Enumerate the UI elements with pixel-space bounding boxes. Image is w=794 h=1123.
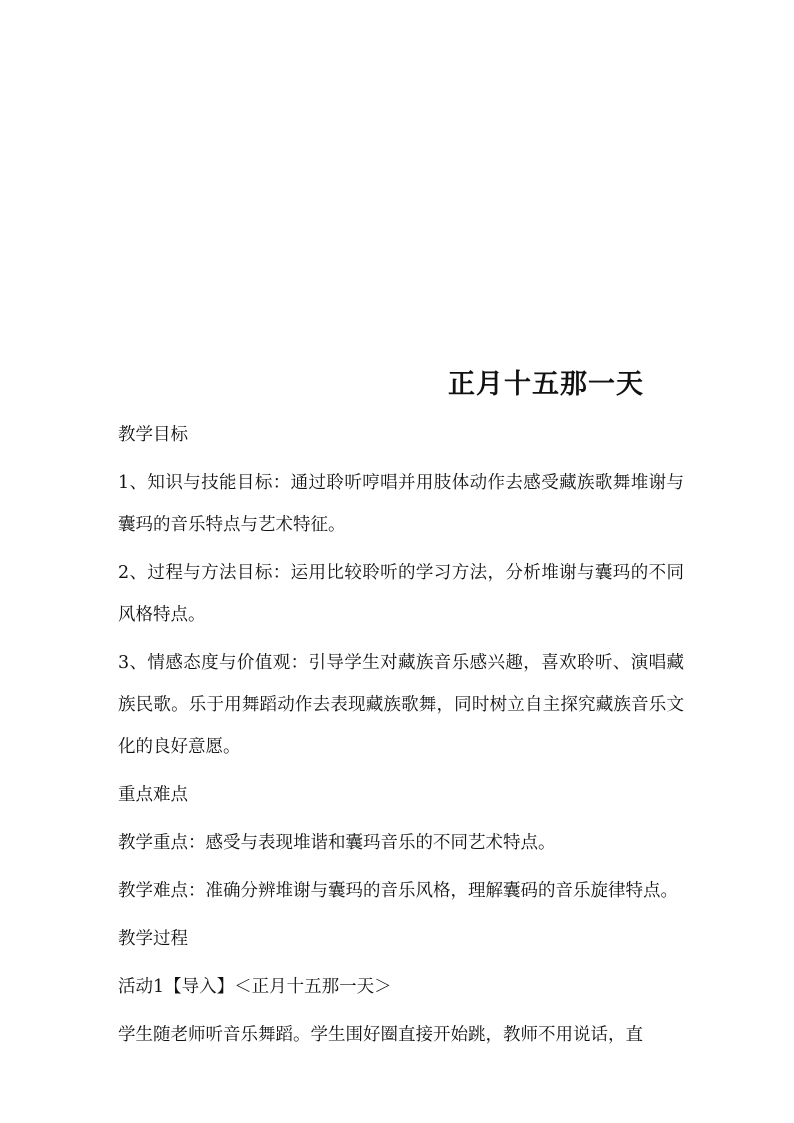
paragraph-activity-1-title: 活动1【导入】＜正月十五那一天＞	[118, 977, 392, 997]
document-body	[118, 414, 684, 1062]
section-heading-teaching-goals: 教学目标	[118, 425, 188, 445]
paragraph-goal-1: 1、知识与技能目标：通过聆听哼唱并用肢体动作去感受藏族歌舞堆谢与囊玛的音乐特点与艺术特征。	[118, 473, 684, 535]
paragraph-goal-2: 2、过程与方法目标：运用比较聆听的学习方法，分析堆谢与囊玛的不同风格特点。	[118, 563, 684, 625]
section-heading-teaching-process: 教学过程	[118, 929, 188, 949]
paragraph-goal-3: 3、情感态度与价值观：引导学生对藏族音乐感兴趣，喜欢聆听、演唱藏族民歌。乐于用舞蹈动作去表现藏族歌舞，同时树立自主探究藏族音乐文化的良好意愿。	[118, 653, 684, 757]
paragraph-key-point: 教学重点：感受与表现堆谐和囊玛音乐的不同艺术特点。	[118, 833, 556, 853]
paragraph-activity-1-text: 学生随老师听音乐舞蹈。学生围好圈直接开始跳，教师不用说话，直	[118, 1025, 643, 1045]
section-heading-key-points: 重点难点	[118, 785, 188, 805]
document-title: 正月十五那一天	[448, 369, 644, 400]
paragraph-difficult-point: 教学难点：准确分辨堆谢与囊玛的音乐风格，理解囊码的音乐旋律特点。	[118, 881, 678, 901]
